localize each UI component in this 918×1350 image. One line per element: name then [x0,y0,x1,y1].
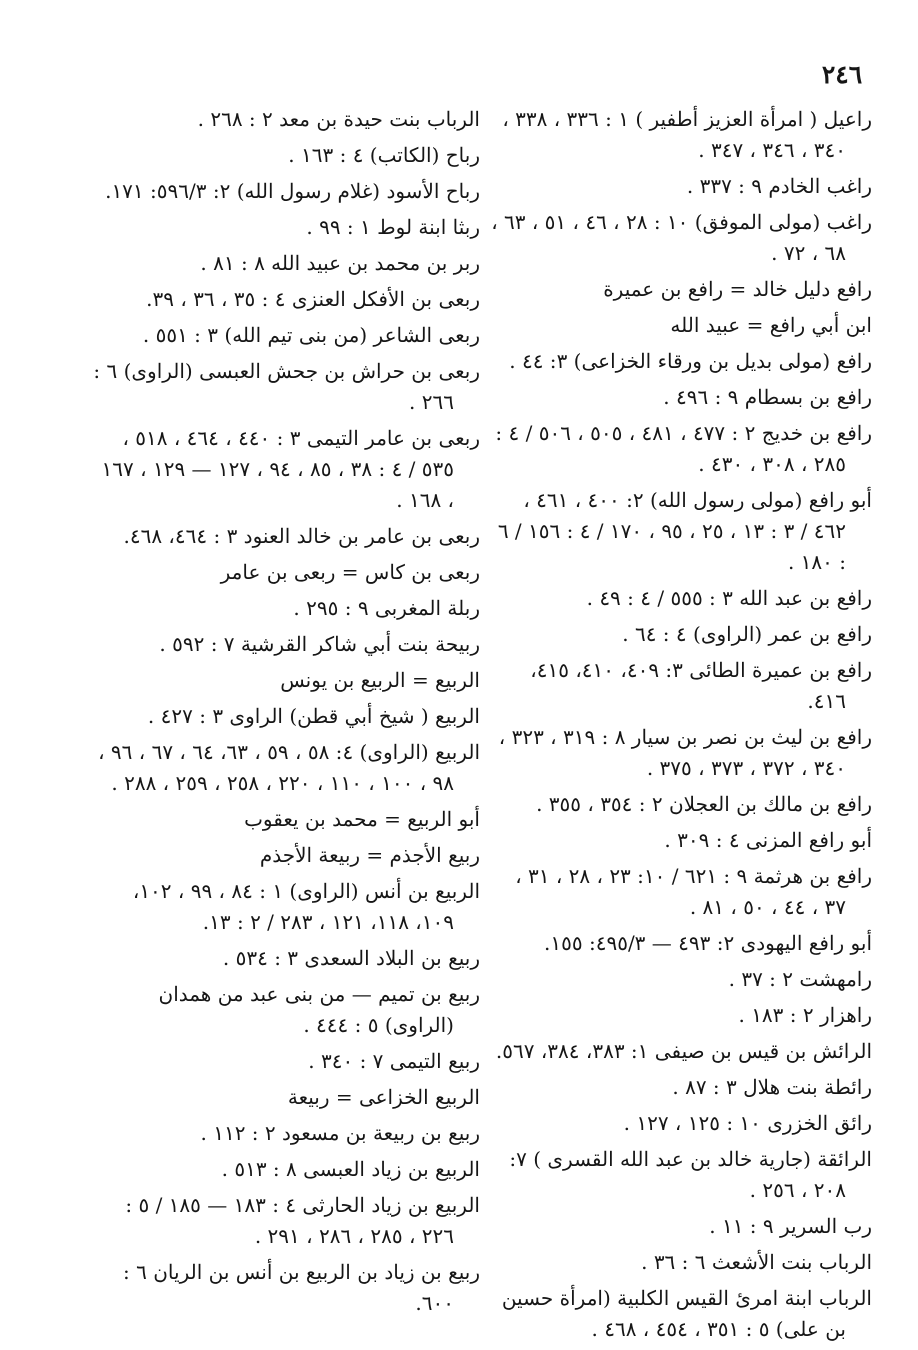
index-entry: أبو الربيع = محمد بن يعقوب [244,807,480,831]
index-entry: الربيع ( شيخ أبي قطن) الراوى ٣ : ٤٢٧ . [147,704,480,728]
page-number: ٢٤٦ [821,60,863,89]
index-entry: ربيع بن زياد بن الربيع بن أنس بن الريان ٦ : ٦٠٠. [123,1260,480,1315]
index-entry: ربعى بن عامر التيمى ٣ : ٤٤٠ ، ٤٦٤ ، ٥١٨ ، ٥٣٥ / ٤ : ٣٨ ، ٨٥ ، ٩٤ ، ١٢٧ — ١٢٩ ، ١٦٧ ، ١٦٨ . [101,426,480,512]
index-column-left [90,104,480,1324]
index-entry: رافع بن هرثمة ٩ : ٦٢١ / ١٠: ٢٣ ، ٢٨ ، ٣١ ، ٣٧ ، ٤٤ ، ٥٠ ، ٨١ . [515,864,872,919]
index-entry: رباح الأسود (غلام رسول الله) ٢: ٥٩٦/٣: ١٧١. [105,179,480,203]
index-entry: راهزار ٢ : ١٨٣ . [738,1003,872,1027]
index-entry: الرباب بنت الأشعث ٦ : ٣٦ . [641,1250,872,1274]
index-entry: ربعى الشاعر (من بنى تيم الله) ٣ : ٥٥١ . [142,323,480,347]
index-entry: رائطة بنت هلال ٣ : ٨٧ . [672,1075,872,1099]
index-entry: راعيل ( امرأة العزيز أطفير ) ١ : ٣٣٦ ، ٣٣٨ ، ٣٤٠ ، ٣٤٦ ، ٣٤٧ . [502,107,872,162]
index-entry: رافع بن خديج ٢ : ٤٧٧ ، ٤٨١ ، ٥٠٥ ، ٥٠٦ / ٤ : ٢٨٥ ، ٣٠٨ ، ٤٣٠ . [495,421,872,476]
index-entry: ربيع بن ربيعة بن مسعود ٢ : ١١٢ . [200,1121,480,1145]
index-entry: الرائش بن قيس بن صيفى ١: ٣٨٣، ٣٨٤، ٥٦٧. [495,1039,872,1063]
index-entry: ربيحة بنت أبي شاكر القرشية ٧ : ٥٩٢ . [159,632,480,656]
index-entry: رافع بن عبد الله ٣ : ٥٥٥ / ٤ : ٤٩ . [586,586,872,610]
index-entry: ربعى بن كاس = ربعى بن عامر [220,560,480,584]
index-entry: الربيع (الراوى) ٤: ٥٨ ، ٥٩ ، ٦٣، ٦٤ ، ٦٧ ، ٩٦ ، ٩٨ ، ١٠٠ ، ١١٠ ، ٢٢٠ ، ٢٥٨ ، ٢٥٩ ، ٢٨٨ . [98,740,480,795]
index-entry: رامهشت ٢ : ٣٧ . [728,967,872,991]
index-entry: راغب الخادم ٩ : ٣٣٧ . [686,174,872,198]
index-entry: رافع (مولى بديل بن ورقاء الخزاعى) ٣: ٤٤ . [509,349,872,373]
index-entry: أبو رافع اليهودى ٢: ٤٩٣ — ٤٩٥/٣: ١٥٥. [544,931,872,955]
index-entry: ربثا ابنة لوط ١ : ٩٩ . [306,215,480,239]
index-entry: ربعى بن عامر بن خالد العنود ٣ : ٤٦٤، ٤٦٨. [123,524,480,548]
index-entry: رافع بن عمر (الراوى) ٤ : ٦٤ . [622,622,872,646]
index-entry: الربيع بن زياد الحارثى ٤ : ١٨٣ — ١٨٥ / ٥ : ٢٢٦ ، ٢٨٥ ، ٢٨٦ ، ٢٩١ . [125,1193,480,1248]
index-entry: راغب (مولى الموفق) ١٠ : ٢٨ ، ٤٦ ، ٥١ ، ٦٣ ، ٦٨ ، ٧٢ . [491,210,872,265]
index-entry: رباح (الكاتب) ٤ : ١٦٣ . [288,143,480,167]
index-entry: أبو رافع (مولى رسول الله) ٢: ٤٠٠ ، ٤٦١ ، ٤٦٢ / ٣ : ١٣ ، ٢٥ ، ٩٥ ، ١٧٠ / ٤ : ١٥٦ / ٦ : ١٨٠ . [497,488,872,574]
index-entry: ربعى بن حراش بن جحش العبسى (الراوى) ٦ : ٢٦٦ . [93,359,480,414]
index-entry: الربيع الخزاعى = ربيعة [287,1085,480,1109]
index-entry: رافع بن بسطام ٩ : ٤٩٦ . [663,385,872,409]
index-entry: الربيع بن أنس (الراوى) ١ : ٨٤ ، ٩٩ ، ١٠٢، ١٠٩، ١١٨، ١٢١ ، ٢٨٣ / ٢ : ١٣. [132,879,480,934]
index-entry: ربيع بن تميم — من بنى عبد من همدان (الراوى) ٥ : ٤٤٤ . [158,982,480,1037]
index-entry: ربيع بن البلاد السعدى ٣ : ٥٣٤ . [222,946,480,970]
index-entry: الربيع بن زياد العبسى ٨ : ٥١٣ . [221,1157,480,1181]
index-entry: رائق الخزرى ١٠ : ١٢٥ ، ١٢٧ . [623,1111,872,1135]
index-entry: ربلة المغربى ٩ : ٢٩٥ . [293,596,480,620]
index-entry: ابن أبي رافع = عبيد الله [670,313,872,337]
index-entry: ربيع التيمى ٧ : ٣٤٠ . [308,1049,480,1073]
index-entry: الرباب ابنة امرئ القيس الكلبية (امرأة حسين بن على) ٥ : ٣٥١ ، ٤٥٤ ، ٤٦٨ . [501,1286,872,1341]
index-entry: رافع بن عميرة الطائى ٣: ٤٠٩، ٤١٠، ٤١٥، ٤١٦. [530,658,872,713]
index-column-right [488,104,872,1350]
index-entry: أبو رافع المزنى ٤ : ٣٠٩ . [664,828,872,852]
index-entry: الرباب بنت حيدة بن معد ٢ : ٢٦٨ . [197,107,480,131]
index-entry: ربيع الأجذم = ربيعة الأجذم [259,843,480,867]
index-entry: رافع بن مالك بن العجلان ٢ : ٣٥٤ ، ٣٥٥ . [536,792,872,816]
index-entry: رب السرير ٩ : ١١ . [709,1214,872,1238]
index-entry: رافع دليل خالد = رافع بن عميرة [603,277,872,301]
index-entry: ربر بن محمد بن عبيد الله ٨ : ٨١ . [200,251,480,275]
index-entry: الربيع = الربيع بن يونس [280,668,480,692]
index-entry: ربعى بن الأفكل العنزى ٤ : ٣٥ ، ٣٦ ، ٣٩. [146,287,480,311]
index-entry: رافع بن ليث بن نصر بن سيار ٨ : ٣١٩ ، ٣٢٣ ، ٣٤٠ ، ٣٧٢ ، ٣٧٣ ، ٣٧٥ . [498,725,872,780]
index-entry: الرائقة (جارية خالد بن عبد الله القسرى ) ٧: ٢٠٨ ، ٢٥٦ . [509,1147,872,1202]
